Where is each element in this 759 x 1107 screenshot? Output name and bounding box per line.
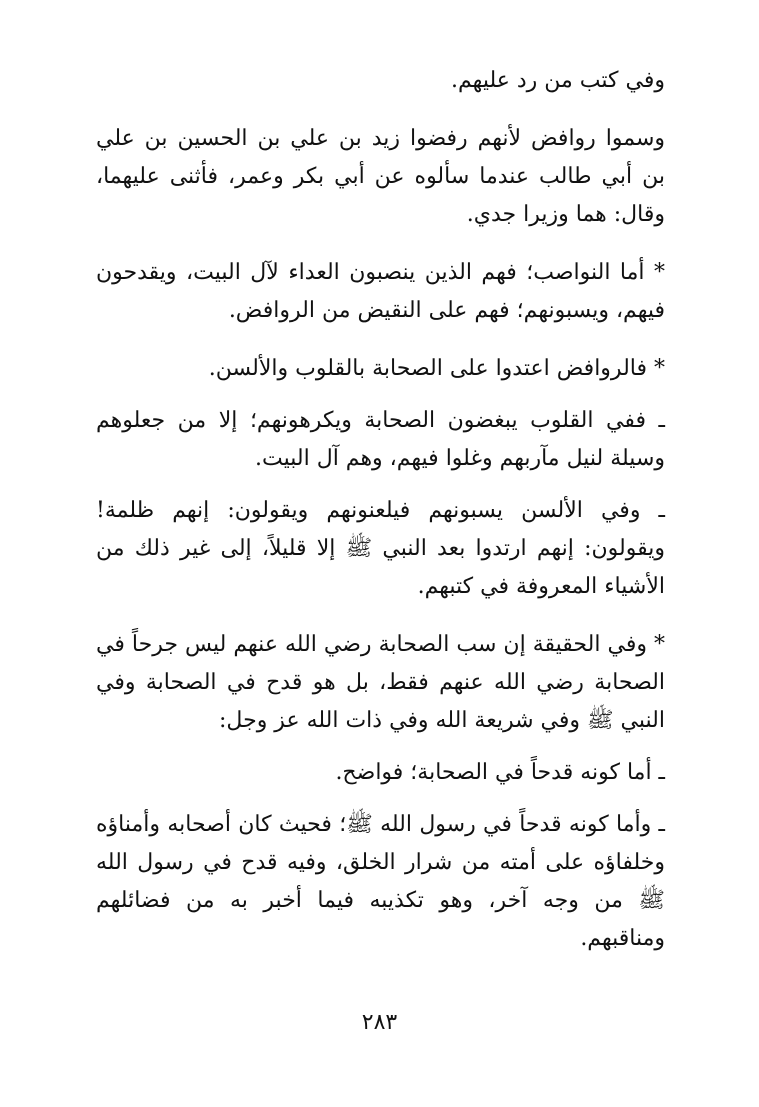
paragraph-companions-clear: ـ أما كونه قدحاً في الصحابة؛ فواضح. [335, 760, 665, 785]
paragraph-intro-line: وفي كتب من رد عليهم. [451, 68, 665, 93]
paragraph-nawasib: * أما النواصب؛ فهم الذين ينصبون العداء لآل البيت، ويقدحون فيهم، ويسبونهم؛ فهم على النقيض من الروافض. [96, 260, 665, 323]
paragraph-reality: * وفي الحقيقة إن سب الصحابة رضي الله عنهم ليس جرحاً في الصحابة رضي الله عنهم فقط، بل هو قدح في الصحابة وفي النبي ﷺ وفي شريعة الله وفي ذات الله عز وجل: [96, 632, 665, 733]
paragraph-rafida-naming: وسموا روافض لأنهم رفضوا زيد بن علي بن الحسين بن علي بن أبي طالب عندما سألوه عن أبي بكر وعمر، فأثنى عليهما، وقال: هما وزيرا جدي. [96, 126, 665, 227]
paragraph-prophet: ـ وأما كونه قدحاً في رسول الله ﷺ؛ فحيث كان أصحابه وأمناؤه وخلفاؤه على أمته من شرار الخلق، وفيه قدح في رسول الله ﷺ من وجه آخر، وهو تكذيبه فيما أخبر به من فضائلهم ومناقبهم. [96, 812, 665, 951]
paragraph-hearts: ـ ففي القلوب يبغضون الصحابة ويكرهونهم؛ إلا من جعلوهم وسيلة لنيل مآربهم وغلوا فيهم، وهم آل البيت. [96, 408, 665, 471]
paragraph-tongues: ـ وفي الألسن يسبونهم فيلعنونهم ويقولون: إنهم ظلمة! ويقولون: إنهم ارتدوا بعد النبي ﷺ إلا قليلاً، إلى غير ذلك من الأشياء المعروفة في كتبهم. [96, 498, 665, 599]
page-body [96, 62, 665, 978]
paragraph-rawafid-attack: * فالروافض اعتدوا على الصحابة بالقلوب والألسن. [208, 356, 665, 381]
page-number: ٢٨٣ [361, 1010, 398, 1035]
